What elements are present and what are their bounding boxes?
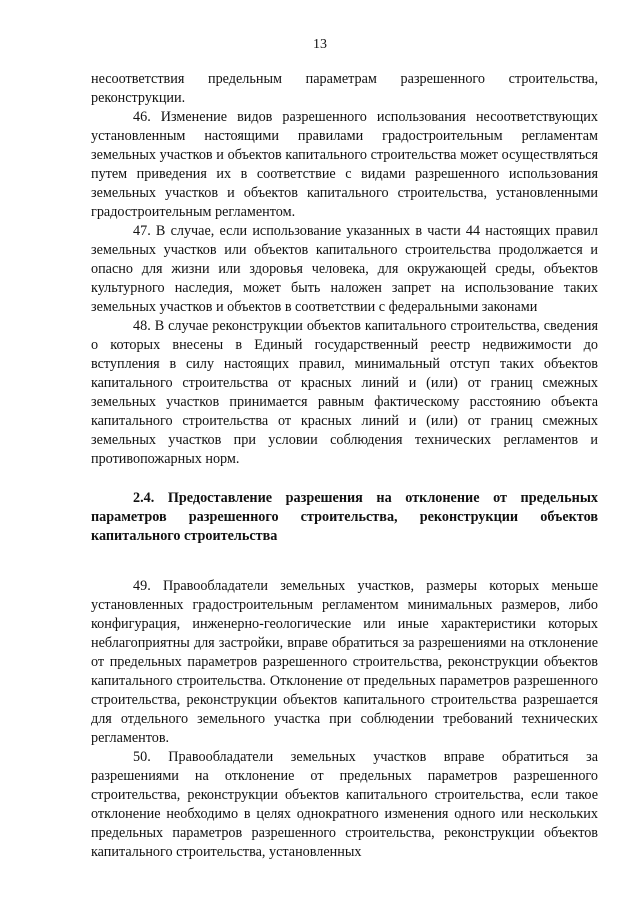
paragraph-47: 47. В случае, если использование указанных в части 44 настоящих правил земельных участков или объектов капитального строительства продолжается и опасно для жизни или здоровья человека, для окружающей среды, объектов культурного наследия, может быть наложен запрет на использование таких земельных участков и объектов в соответствии с федеральными законами: [91, 223, 598, 315]
document-body: [91, 70, 598, 862]
paragraph-continuation: несоответствия предельным параметрам разрешенного строительства, реконструкции.: [91, 71, 598, 106]
section-heading: 2.4. Предоставление разрешения на отклонение от предельных параметров разрешенного строительства, реконструкции объектов капитального строительства: [91, 490, 598, 544]
paragraph-49: 49. Правообладатели земельных участков, размеры которых меньше установленных градостроительным регламентом минимальных размеров, либо конфигурация, инженерно-геологические или иные характеристики которых неблагоприятны для застройки, вправе обратиться за разрешениями на отклонение от предельных параметров разрешенного строительства, реконструкции объектов капитального строительства. Отклонение от предельных параметров разрешенного строительства, реконструкции объектов капитального строительства разрешается для отдельного земельного участка при соблюдении требований технических регламентов.: [91, 578, 598, 746]
paragraph-50: 50. Правообладатели земельных участков вправе обратиться за разрешениями на отклонение от предельных параметров разрешенного строительства, реконструкции объектов капитального строительства, если такое отклонение необходимо в целях однократного изменения одного или нескольких предельных параметров разрешенного строительства, реконструкции объектов капитального строительства, установленных: [91, 749, 598, 860]
paragraph-48: 48. В случае реконструкции объектов капитального строительства, сведения о которых внесены в Единый государственный реестр недвижимости до вступления в силу настоящих правил, минимальный отступ таких объектов капитального строительства от красных линий и (или) от границ смежных земельных участков принимается равным фактическому расстоянию объекта капитального строительства от красных линий и (или) от границ смежных земельных участков при условии соблюдения технических регламентов и противопожарных норм.: [91, 318, 598, 467]
page-number: 13: [313, 37, 327, 52]
paragraph-46: 46. Изменение видов разрешенного использования несоответствующих установленным настоящими правилами градостроительным регламентам земельных участков и объектов капитального строительства может осуществляться путем приведения их в соответствие с видами разрешенного использования земельных участков и объектов капитального строительства, установленными градостроительным регламентом.: [91, 109, 598, 220]
